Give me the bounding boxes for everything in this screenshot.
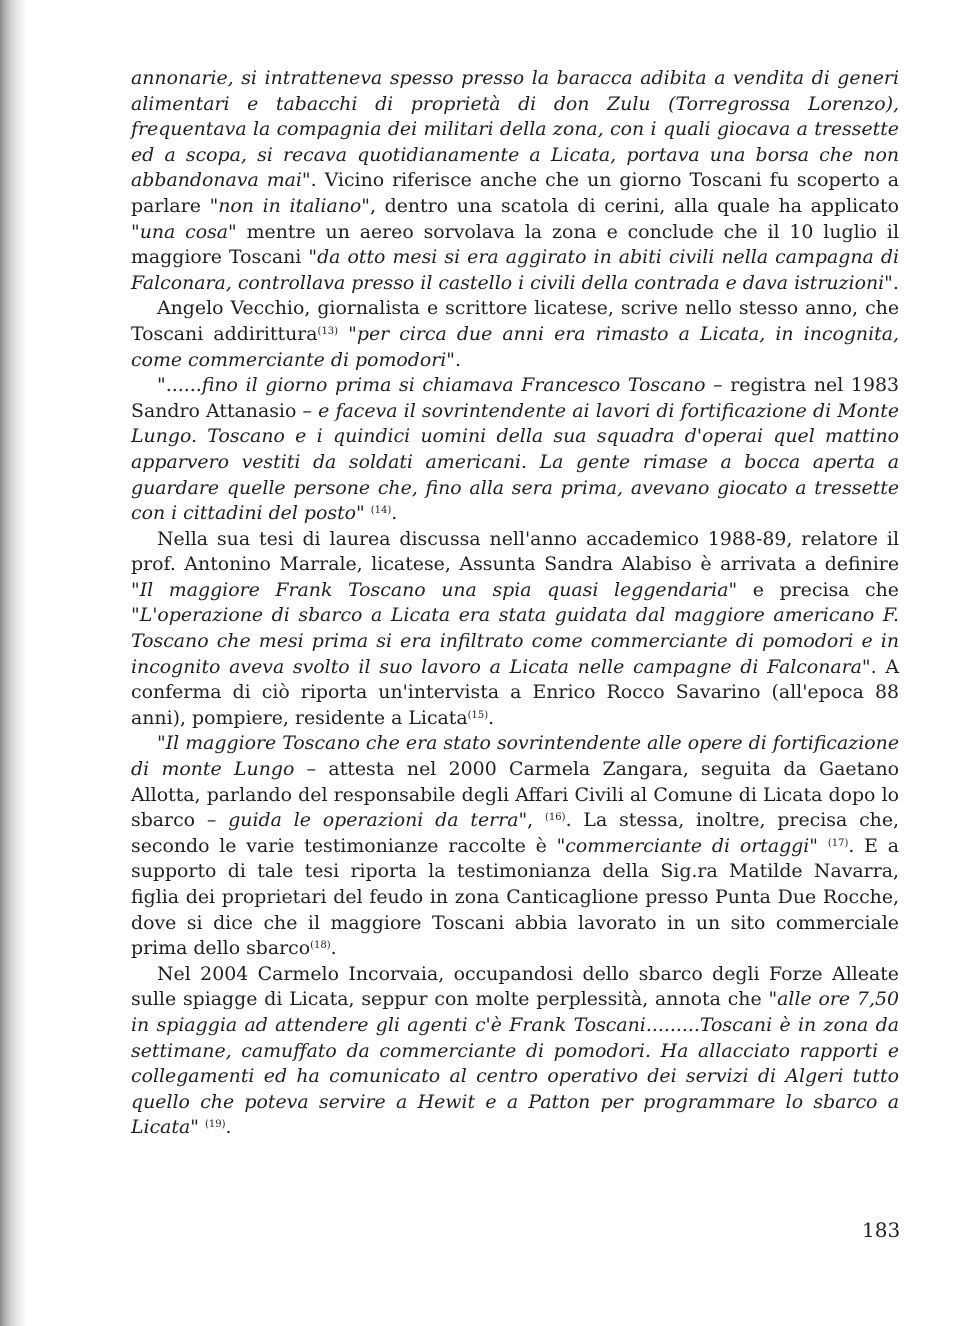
text-run: . <box>454 348 461 371</box>
italic-quote: guida le operazioni da terra" <box>228 809 528 832</box>
page-binding-shadow <box>0 0 26 1326</box>
text-run: . <box>391 502 398 525</box>
paragraph-1 <box>131 66 899 296</box>
text-run <box>818 835 828 857</box>
paragraph-5 <box>131 731 899 961</box>
text-run: , dentro una scatola di cerini, alla quale ha applicato <box>369 194 899 217</box>
italic-quote: "non in italiano" <box>209 194 370 217</box>
text-run: . La stessa, inoltre, precisa che, secondo le varie testimonianze raccolte è <box>131 809 900 857</box>
text-run: Nella sua tesi di laurea discussa nell'anno accademico 1988-89, relatore il prof. Antonino Marrale, licatese, Assunta Sandra Alabiso è arrivata a definire <box>131 527 899 576</box>
italic-quote: "Il maggiore Toscano che era stato sovrintendente alle opere di fortificazione di monte Lungo <box>131 732 899 781</box>
text-run: . <box>488 706 495 729</box>
text-run: – registra nel 1983 Sandro Attanasio – <box>131 374 900 422</box>
paragraph-3 <box>131 373 899 527</box>
italic-quote: "......fino il giorno prima si chiamava Francesco Toscano <box>157 374 706 397</box>
text-run: . <box>330 937 337 960</box>
footnote-ref: (14) <box>370 505 392 517</box>
page-number: 183 <box>862 1218 901 1242</box>
footnote-ref: (15) <box>467 709 489 721</box>
italic-quote: "Il maggiore Frank Toscano una spia quasi leggendaria" <box>131 578 738 601</box>
italic-quote: annonarie, si intratteneva spesso presso la baracca adibita a vendita di generi alimentari e tabacchi di proprietà di don Zulu (Torregrossa Lorenzo), frequentava la compagnia dei militari della zona, con i quali giocava a tressette ed a scopa, si recava quotidianamente a Licata, portava una borsa che non abbandonava mai" <box>131 67 899 192</box>
italic-quote: "L'operazione di sbarco a Licata era stata guidata dal maggiore americano F. Toscano che mesi prima si era infiltrato come commerciante di pomodori e in incognito aveva svolto il suo lavoro a Licata nelle campagne di Falconara" <box>131 604 899 678</box>
italic-quote: "commerciante di ortaggi" <box>556 834 819 857</box>
italic-quote: "una cosa" <box>131 220 237 243</box>
text-run: mentre un aereo sorvolava la zona e conclude che il 10 luglio il maggiore Toscani <box>131 220 900 269</box>
footnote-ref: (13) <box>317 325 339 337</box>
text-run: e precisa che <box>737 578 899 601</box>
paragraph-4 <box>131 527 899 732</box>
text-run: Angelo Vecchio, giornalista e scrittore licatese, scrive nello stesso anno, che Toscani addirittura <box>131 297 899 345</box>
text-run: , <box>527 809 546 832</box>
footnote-ref: (17) <box>827 837 849 849</box>
text-run: . A conferma di ciò riporta un'intervista a Enrico Rocco Savarino (all'epoca 88 anni), pompiere, residente a Licata <box>131 655 899 729</box>
footnote-ref: (18) <box>310 940 331 952</box>
italic-quote: "per circa due anni era rimasto a Licata, in incognita, come commerciante di pomodori" <box>131 322 899 371</box>
italic-quote: e faceva il sovrintendente ai lavori di fortificazione di Monte Lungo. Toscano e i quindici uomini della sua squadra d'operai quel mattino apparvero vestiti da soldati americani. La gente rimase a bocca aperta a guardare quelle persone che, fino alla sera prima, avevano giocato a tressette con i cittadini del posto" <box>131 399 899 525</box>
paragraph-6 <box>131 962 899 1141</box>
page-body <box>131 66 899 1141</box>
footnote-ref: (19) <box>205 1119 226 1131</box>
italic-quote: "da otto mesi si era aggirato in abiti civili nella campagna di Falconara, controllava presso il castello i civili della contrada e dava istruzioni" <box>131 246 899 294</box>
footnote-ref: (16) <box>545 812 566 824</box>
paragraph-2 <box>131 296 899 373</box>
text-run: . <box>225 1116 232 1139</box>
text-run <box>338 323 348 345</box>
text-run: . Vicino riferisce anche che un giorno Toscani fu scoperto a parlare <box>131 169 900 217</box>
text-run: . E a supporto di tale tesi riporta la testimonianza della Sig.ra Matilde Navarra, figlia dei proprietari del feudo in zona Canticaglione presso Punta Due Rocche, dove si dice che il maggiore Toscani abbia lavorato in un sito commerciale prima dello sbarco <box>131 834 899 960</box>
text-run: . <box>892 271 899 294</box>
text-run: Nel 2004 Carmelo Incorvaia, occupandosi dello sbarco degli Forze Alleate sulle spiagge di Licata, seppur con molte perplessità, annota che <box>131 962 899 1011</box>
italic-quote: "alle ore 7,50 in spiaggia ad attendere gli agenti c'è Frank Toscani.........Toscani è in zona da settimane, camuffato da commerciante di pomodori. Ha allacciato rapporti e collegamenti ed ha comunicato al centro operativo dei servizi di Algeri tutto quello che poteva servire a Hewit e a Patton per programmare lo sbarco a Licata" <box>131 988 899 1139</box>
text-run: – attesta nel 2000 Carmela Zangara, seguita da Gaetano Allotta, parlando del responsabile degli Affari Civili al Comune di Licata dopo lo sbarco – <box>131 758 899 832</box>
